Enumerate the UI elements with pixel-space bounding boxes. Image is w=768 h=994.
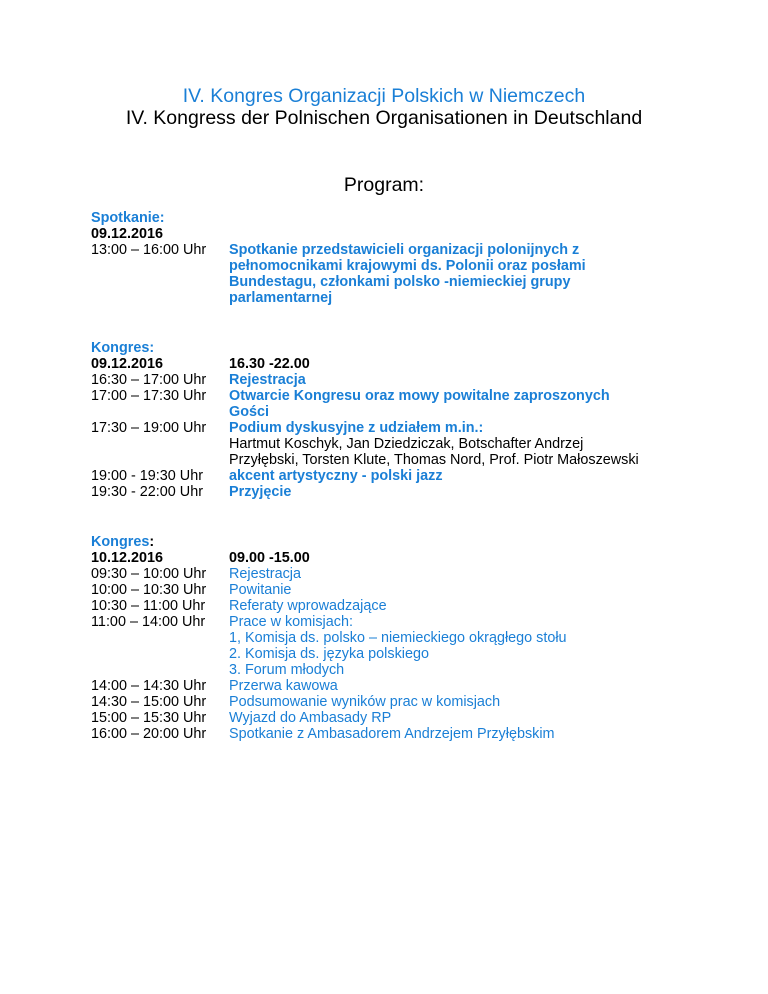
schedule-item: Wyjazd do Ambasady RP <box>229 710 392 726</box>
schedule-item: akcent artystyczny - polski jazz <box>229 468 443 484</box>
commission-line: 1, Komisja ds. polsko – niemieckiego okrągłego stołu <box>229 630 567 646</box>
section1-desc-line: Spotkanie przedstawicieli organizacji polonijnych z <box>229 242 580 258</box>
schedule-item: Prace w komisjach: <box>229 614 353 630</box>
commission-line: 2. Komisja ds. języka polskiego <box>229 646 429 662</box>
section1-desc-line: pełnomocnikami krajowymi ds. Polonii oraz posłami <box>229 258 586 274</box>
panelists-line: Hartmut Koschyk, Jan Dziedziczak, Botschafter Andrzej <box>229 436 584 452</box>
schedule-time: 14:00 – 14:30 Uhr <box>91 678 207 694</box>
schedule-time: 10:00 – 10:30 Uhr <box>91 582 207 598</box>
schedule-item: Powitanie <box>229 582 292 598</box>
schedule-time: 10:30 – 11:00 Uhr <box>91 598 206 614</box>
schedule-item: Otwarcie Kongresu oraz mowy powitalne zaproszonych <box>229 388 610 404</box>
section3-heading-text: Kongres <box>91 534 150 550</box>
schedule-time: 19:00 - 19:30 Uhr <box>91 468 203 484</box>
schedule-time: 11:00 – 14:00 Uhr <box>91 614 206 630</box>
section3-heading <box>91 534 154 550</box>
section1-desc-line: parlamentarnej <box>229 290 333 306</box>
schedule-item: Przerwa kawowa <box>229 678 338 694</box>
schedule-time: 19:30 - 22:00 Uhr <box>91 484 203 500</box>
schedule-item-cont: Gości <box>229 404 269 420</box>
schedule-time: 16:00 – 20:00 Uhr <box>91 726 207 742</box>
title-german: IV. Kongress der Polnischen Organisationen in Deutschland <box>125 107 643 129</box>
schedule-item: Przyjęcie <box>229 484 292 500</box>
section3-date: 10.12.2016 <box>91 550 164 566</box>
schedule-item: Podsumowanie wyników prac w komisjach <box>229 694 501 710</box>
title-polish: IV. Kongres Organizacji Polskich w Niemczech <box>182 85 586 107</box>
schedule-time: 15:00 – 15:30 Uhr <box>91 710 207 726</box>
schedule-time: 14:30 – 15:00 Uhr <box>91 694 207 710</box>
section1-heading: Spotkanie: <box>91 210 165 226</box>
panelists-line: Przyłębski, Torsten Klute, Thomas Nord, Prof. Piotr Małoszewski <box>229 452 639 468</box>
schedule-time: 17:30 – 19:00 Uhr <box>91 420 207 436</box>
section2-hours: 16.30 -22.00 <box>229 356 310 372</box>
program-heading: Program: <box>343 174 425 196</box>
schedule-time: 09:30 – 10:00 Uhr <box>91 566 207 582</box>
section3-hours: 09.00 -15.00 <box>229 550 310 566</box>
schedule-item: Spotkanie z Ambasadorem Andrzejem Przyłębskim <box>229 726 555 742</box>
section2-date: 09.12.2016 <box>91 356 164 372</box>
section1-desc-line: Bundestagu, członkami polsko -niemieckiej grupy <box>229 274 571 290</box>
section1-time: 13:00 – 16:00 Uhr <box>91 242 207 258</box>
schedule-time: 16:30 – 17:00 Uhr <box>91 372 207 388</box>
section3-heading-colon: : <box>149 534 155 550</box>
section1-date: 09.12.2016 <box>91 226 164 242</box>
schedule-item: Rejestracja <box>229 372 306 388</box>
schedule-time: 17:00 – 17:30 Uhr <box>91 388 207 404</box>
schedule-item: Rejestracja <box>229 566 301 582</box>
schedule-item: Referaty wprowadzające <box>229 598 387 614</box>
section2-heading: Kongres: <box>91 340 155 356</box>
schedule-item: Podium dyskusyjne z udziałem m.in.: <box>229 420 484 436</box>
commission-line: 3. Forum młodych <box>229 662 345 678</box>
